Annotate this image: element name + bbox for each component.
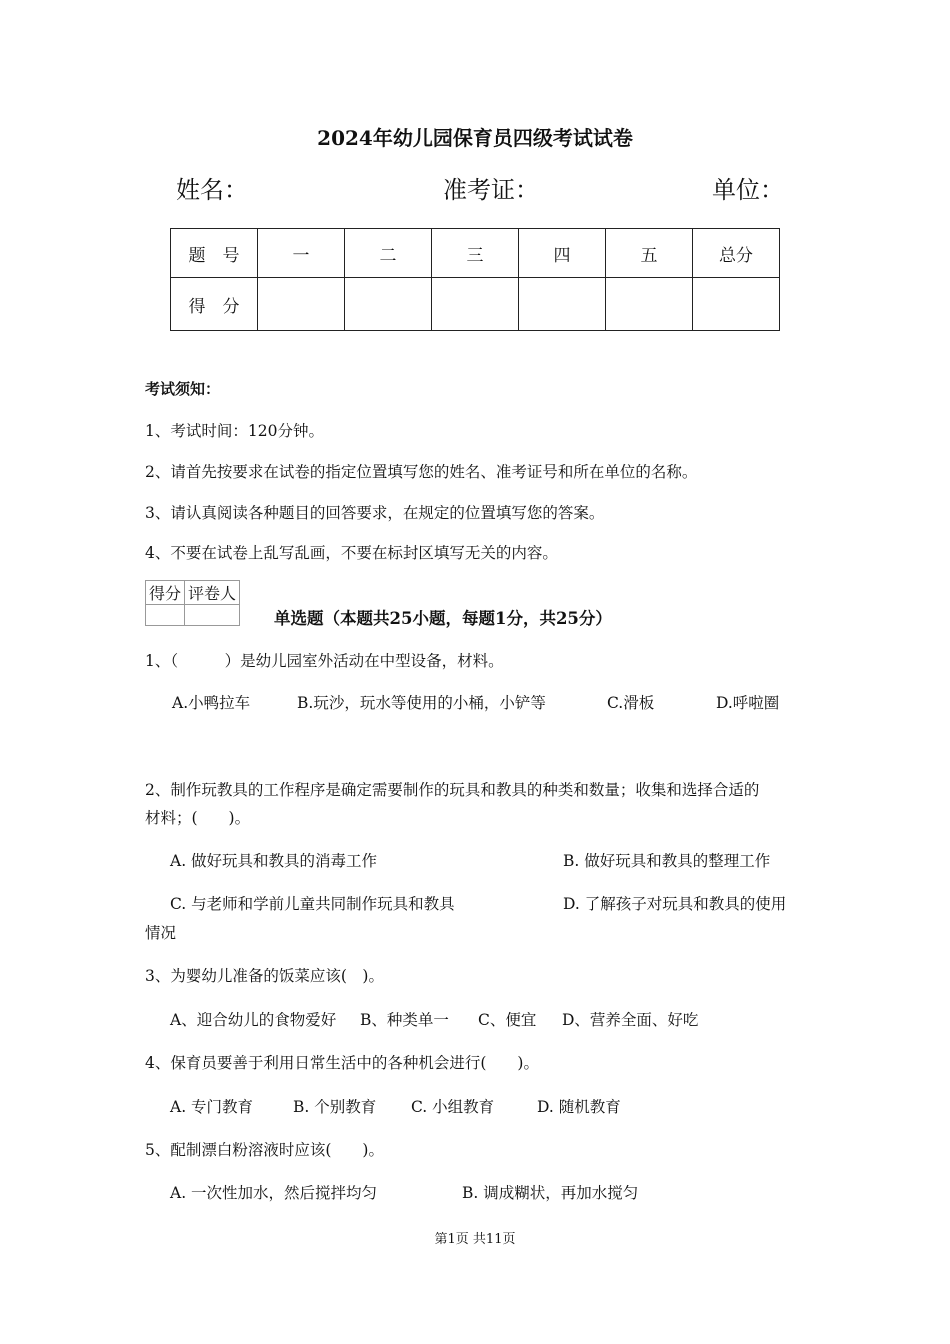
- grader-reviewer-label: 评卷人: [185, 581, 240, 605]
- section-title: 单选题（本题共25小题，每题1分，共25分）: [274, 609, 612, 628]
- score-table: [170, 228, 780, 331]
- score-table-score-row: [171, 278, 780, 331]
- exam-id-field-label: 准考证：: [443, 176, 539, 204]
- grader-reviewer-cell[interactable]: [185, 605, 240, 626]
- question-2-option-c[interactable]: C. 与老师和学前儿童共同制作玩具和教具: [170, 895, 455, 913]
- score-cell[interactable]: [258, 278, 345, 331]
- score-cell[interactable]: [519, 278, 606, 331]
- score-row-label: 得 分: [171, 278, 258, 331]
- question-1-stem: 1、（ ）是幼儿园室外活动在中型设备，材料。: [145, 652, 504, 670]
- score-header-cell: 四: [519, 229, 606, 278]
- question-5-option-a[interactable]: A. 一次性加水，然后搅拌均匀: [170, 1184, 378, 1202]
- question-1-option-b[interactable]: B.玩沙，玩水等使用的小桶，小铲等: [297, 694, 546, 712]
- question-4-option-a[interactable]: A. 专门教育: [170, 1098, 254, 1116]
- question-1-option-c[interactable]: C.滑板: [607, 694, 655, 712]
- score-header-cell: 二: [345, 229, 432, 278]
- question-1-option-a[interactable]: A.小鸭拉车: [172, 694, 251, 712]
- question-2-option-b[interactable]: B. 做好玩具和教具的整理工作: [563, 852, 771, 870]
- score-header-cell: 题 号: [171, 229, 258, 278]
- question-3-option-a[interactable]: A、迎合幼儿的食物爱好: [170, 1011, 337, 1029]
- score-header-cell: 一: [258, 229, 345, 278]
- question-4-option-d[interactable]: D. 随机教育: [537, 1098, 621, 1116]
- page-title: 2024年幼儿园保育员四级考试试卷: [317, 126, 633, 150]
- score-cell[interactable]: [693, 278, 780, 331]
- question-1-option-d[interactable]: D.呼啦圈: [716, 694, 780, 712]
- question-4-option-c[interactable]: C. 小组教育: [411, 1098, 495, 1116]
- grader-score-label: 得分: [146, 581, 185, 605]
- score-header-cell: 三: [432, 229, 519, 278]
- question-3-option-d[interactable]: D、营养全面、好吃: [562, 1011, 699, 1029]
- score-cell[interactable]: [432, 278, 519, 331]
- note-item: 2、请首先按要求在试卷的指定位置填写您的姓名、准考证号和所在单位的名称。: [145, 463, 698, 481]
- score-table-header-row: [171, 229, 780, 278]
- note-item: 4、不要在试卷上乱写乱画，不要在标封区填写无关的内容。: [145, 544, 558, 562]
- question-5-stem: 5、配制漂白粉溶液时应该( )。: [145, 1141, 384, 1159]
- score-cell[interactable]: [606, 278, 693, 331]
- grader-box: [145, 580, 240, 626]
- note-item: 1、考试时间：120分钟。: [145, 422, 324, 440]
- page-footer: 第1页 共11页: [434, 1232, 516, 1247]
- question-4-option-b[interactable]: B. 个别教育: [293, 1098, 377, 1116]
- name-field-label: 姓名：: [176, 176, 248, 204]
- question-3-stem: 3、为婴幼儿准备的饭菜应该( )。: [145, 967, 384, 985]
- question-5-option-b[interactable]: B. 调成糊状，再加水搅匀: [462, 1184, 639, 1202]
- question-4-stem: 4、保育员要善于利用日常生活中的各种机会进行( )。: [145, 1054, 539, 1072]
- score-cell[interactable]: [345, 278, 432, 331]
- question-2-option-a[interactable]: A. 做好玩具和教具的消毒工作: [170, 852, 378, 870]
- question-2-stem-cont: 材料；( )。: [145, 809, 251, 827]
- score-header-cell: 总分: [693, 229, 780, 278]
- question-2-stem: 2、制作玩教具的工作程序是确定需要制作的玩具和教具的种类和数量；收集和选择合适的: [145, 781, 760, 799]
- grader-score-cell[interactable]: [146, 605, 185, 626]
- score-header-cell: 五: [606, 229, 693, 278]
- unit-field-label: 单位：: [712, 176, 784, 204]
- notes-heading: 考试须知：: [145, 380, 221, 398]
- question-3-option-c[interactable]: C、便宜: [478, 1011, 537, 1029]
- question-2-option-d-cont: 情况: [145, 924, 177, 942]
- question-3-option-b[interactable]: B、种类单一: [360, 1011, 449, 1029]
- note-item: 3、请认真阅读各种题目的回答要求，在规定的位置填写您的答案。: [145, 504, 605, 522]
- question-2-option-d[interactable]: D. 了解孩子对玩具和教具的使用: [563, 895, 787, 913]
